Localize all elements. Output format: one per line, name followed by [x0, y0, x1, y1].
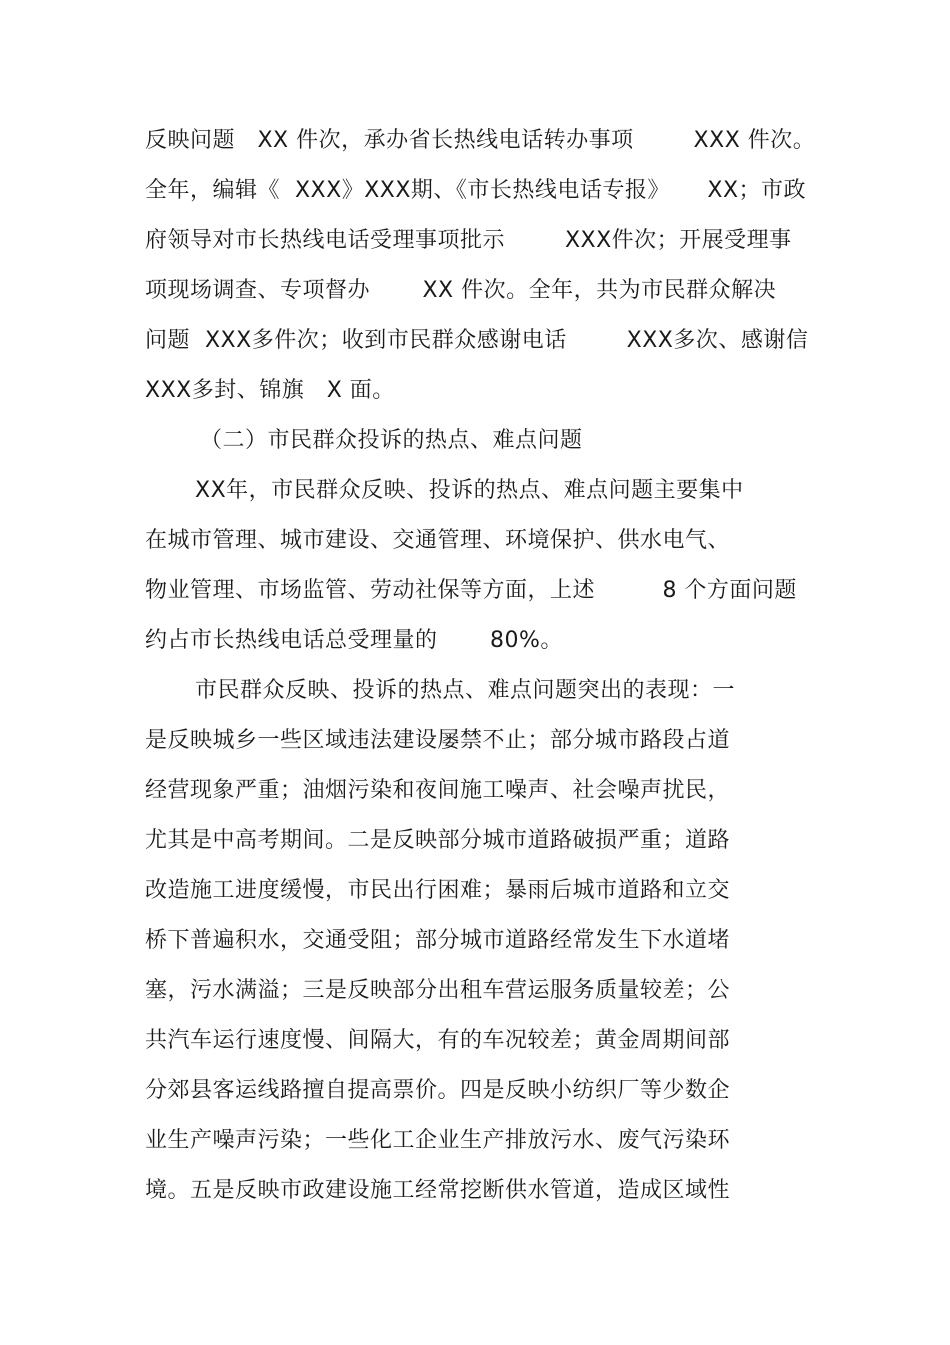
body-text-line: 尤其是中高考期间。二是反映部分城市道路破损严重；道路 [145, 828, 731, 853]
body-text-line: 问题 XXX多件次；收到市民群众感谢电话 XXX多次、感谢信 [145, 328, 809, 353]
body-text-line: 约占市长热线电话总受理量的 80%。 [145, 628, 563, 653]
body-text-line: 项现场调查、专项督办 XX 件次。全年，共为市民群众解决 [145, 278, 777, 303]
body-text-line: 全年，编辑《 XXX》XXX期、《市长热线电话专报》 XX；市政 [145, 178, 807, 203]
body-text-line: 分郊县客运线路擅自提高票价。四是反映小纺织厂等少数企 [145, 1078, 731, 1103]
body-text-line: 桥下普遍积水，交通受阻；部分城市道路经常发生下水道堵 [145, 928, 731, 953]
section-heading: （二）市民群众投诉的热点、难点问题 [200, 428, 583, 453]
paragraph-first-line: 市民群众反映、投诉的热点、难点问题突出的表现：一 [195, 678, 736, 703]
body-text-line: 是反映城乡一些区域违法建设屡禁不止；部分城市路段占道 [145, 728, 731, 753]
body-text-line: 在城市管理、城市建设、交通管理、环境保护、供水电气、 [145, 528, 731, 553]
body-text-line: 经营现象严重；油烟污染和夜间施工噪声、社会噪声扰民， [145, 778, 731, 803]
body-text-line: 塞，污水满溢；三是反映部分出租车营运服务质量较差；公 [145, 978, 731, 1003]
paragraph-first-line: XX年，市民群众反映、投诉的热点、难点问题主要集中 [195, 478, 744, 503]
body-text-line: XXX多封、锦旗 X 面。 [145, 378, 395, 403]
body-text-line: 境。五是反映市政建设施工经常挖断供水管道，造成区域性 [145, 1178, 731, 1203]
body-text-line: 物业管理、市场监管、劳动社保等方面，上述 8 个方面问题 [145, 578, 797, 603]
body-text-line: 共汽车运行速度慢、间隔大，有的车况较差；黄金周期间部 [145, 1028, 731, 1053]
body-text-line: 反映问题 XX 件次，承办省长热线电话转办事项 XXX 件次。 [145, 128, 816, 153]
body-text-line: 业生产噪声污染；一些化工企业生产排放污水、废气污染环 [145, 1128, 731, 1153]
body-text-line: 改造施工进度缓慢，市民出行困难；暴雨后城市道路和立交 [145, 878, 731, 903]
body-text-line: 府领导对市长热线电话受理事项批示 XXX件次；开展受理事 [145, 228, 792, 253]
